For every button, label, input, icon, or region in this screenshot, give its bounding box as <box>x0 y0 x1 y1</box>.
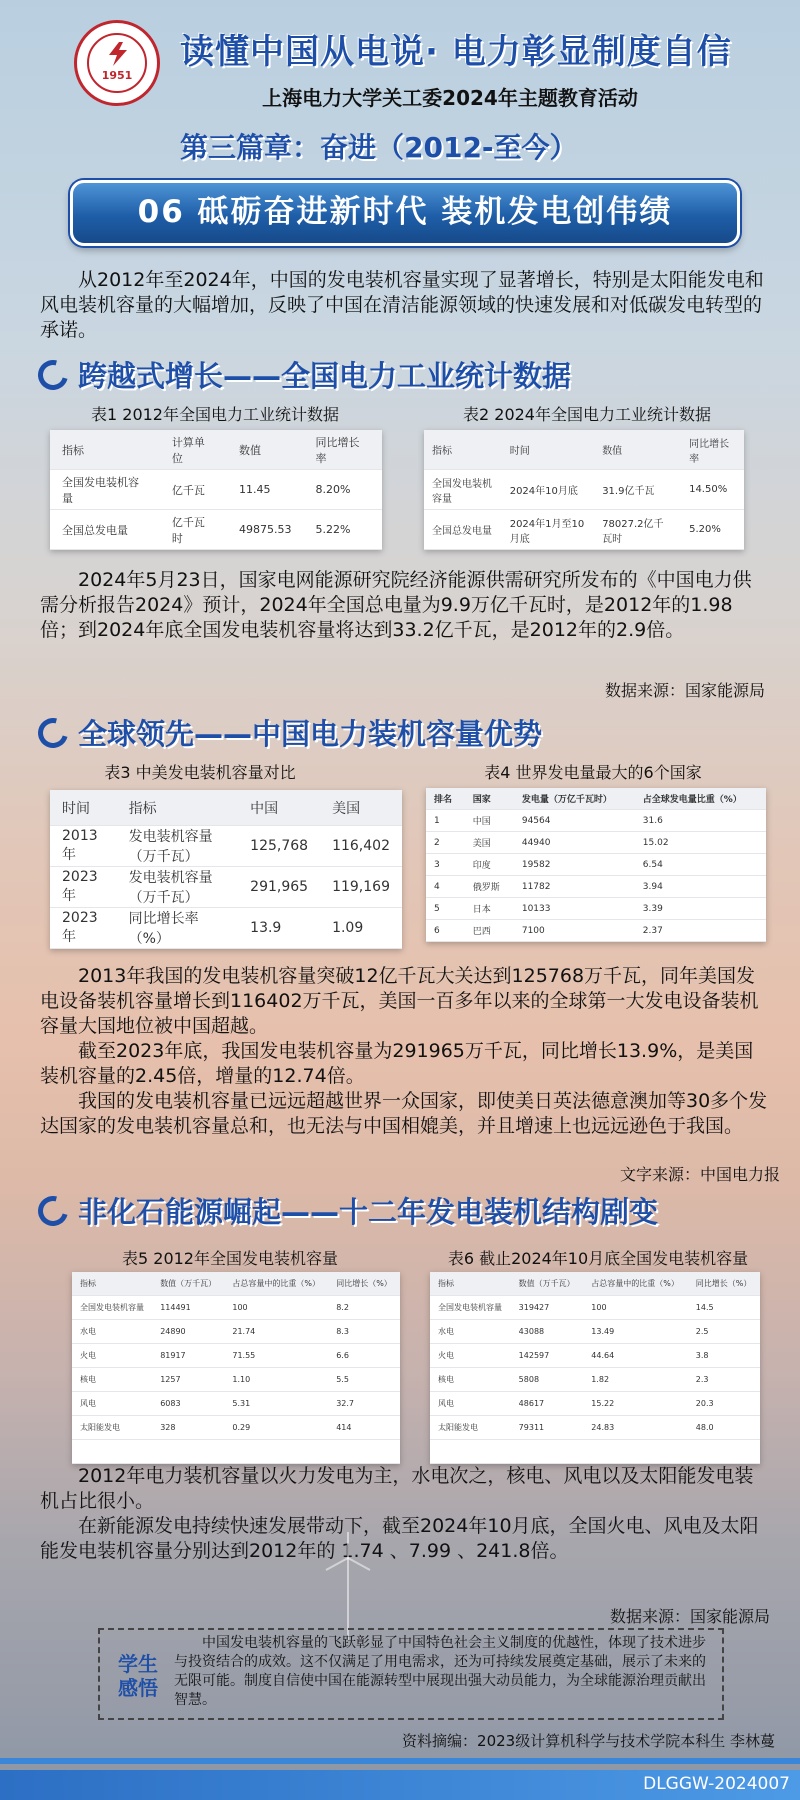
table-row: 2 美国 44940 15.02 <box>426 832 766 854</box>
table-row: 4 俄罗斯 11782 3.94 <box>426 876 766 898</box>
table5 <box>72 1272 400 1464</box>
table-row: 6 巴西 7100 2.37 <box>426 920 766 942</box>
table-row: 全国总发电量 2024年1月至10月底 78027.2亿千瓦时 5.20% <box>424 510 744 550</box>
section2-paragraphs: 2013年我国的发电装机容量突破12亿千瓦大关达到125768万千瓦，同年美国发电设备装机容量增长到116402万千瓦，美国一百多年以来的全球第一大发电设备装机容量大国地位被中国超越。 截至2023年底，我国发电装机容量为291965万千瓦，同比增长13.9%，是美国装机容量的2.45倍，增量的12.74倍。 我国的发电装机容量已远远超越世界一众国家，即使美日英法德意澳加等30多个发达国家的发电装机容量总和，也无法与中国相媲美，并且增速上也远远逊色于我国。 <box>40 965 768 1137</box>
section2-title: 全球领先——中国电力装机容量优势 <box>78 717 543 751</box>
table-row: 3 印度 19582 6.54 <box>426 854 766 876</box>
section3-paragraphs: 2012年电力装机容量以火力发电为主，水电次之，核电、风电以及太阳能发电装机占比很小。 在新能源发电持续快速发展带动下，截至2024年10月底，全国火电、风电及太阳能发电装机容量分别达到2012年的 1.74 、7.99 、241.8倍。 <box>40 1465 759 1562</box>
table-header-row: 指标 时间 数值 同比增长率 <box>424 430 744 470</box>
lightning-icon <box>99 41 137 67</box>
table-header-row: 指标 数值（万千瓦） 占总容量中的比重（%） 同比增长（%） <box>430 1272 760 1296</box>
table-row: 1 中国 94564 31.6 <box>426 810 766 832</box>
section1-paragraph: 2024年5月23日，国家电网能源研究院经济能源供需研究所发布的《中国电力供需分析报告2024》预计，2024年全国总电量为9.9万亿千瓦时，是2012年的1.98倍；到2024年底全国发电装机容量将达到33.2亿千瓦，是2012年的2.9倍。 <box>40 569 752 641</box>
section1-title: 跨越式增长——全国电力工业统计数据 <box>78 359 572 393</box>
document-code: DLGGW-2024007 <box>643 1774 790 1794</box>
table-row: 5 日本 10133 3.39 <box>426 898 766 920</box>
table-header-row: 排名 国家 发电量（万亿千瓦时） 占全球发电量比重（%） <box>426 788 766 810</box>
table-row: 风电 48617 15.22 20.3 <box>430 1392 760 1416</box>
table-row: 全国发电装机容量 亿千瓦 11.45 8.20% <box>50 470 382 510</box>
table-row: 水电 24890 21.74 8.3 <box>72 1320 400 1344</box>
table-row: 全国发电装机容量 114491 100 8.2 <box>72 1296 400 1320</box>
table-row: 风电 6083 5.31 32.7 <box>72 1392 400 1416</box>
table4 <box>426 788 766 942</box>
ring-icon <box>33 713 74 754</box>
table-row: 2023年 同比增长率（%） 13.9 1.09 <box>50 908 402 949</box>
table-header-row: 指标 计算单位 数值 同比增长率 <box>50 430 382 470</box>
table-row: 全国总发电量 亿千瓦时 49875.53 5.22% <box>50 510 382 550</box>
table-row: 火电 81917 71.55 6.6 <box>72 1344 400 1368</box>
table4-caption: 表4 世界发电量最大的6个国家 <box>484 763 702 782</box>
section2-heading <box>38 712 778 752</box>
section3-heading <box>38 1190 778 1230</box>
table-row <box>430 1440 760 1464</box>
table1-caption: 表1 2012年全国电力工业统计数据 <box>91 405 339 424</box>
table3 <box>50 790 402 949</box>
table6-caption: 表6 截止2024年10月底全国发电装机容量 <box>447 1249 749 1268</box>
university-logo <box>74 20 160 106</box>
table2-caption: 表2 2024年全国电力工业统计数据 <box>463 405 711 424</box>
main-title: 读懂中国从电说· 电力彰显制度自信 <box>180 32 732 72</box>
student-reflection-box <box>98 1628 724 1720</box>
logo-year: 1951 <box>101 69 133 82</box>
table-row: 全国发电装机容量 2024年10月底 31.9亿千瓦 14.50% <box>424 470 744 510</box>
ring-icon <box>33 355 74 396</box>
chapter-title: 第三篇章：奋进（2012-至今） <box>180 131 578 164</box>
table-header-row: 指标 数值（万千瓦） 占总容量中的比重（%） 同比增长（%） <box>72 1272 400 1296</box>
footer-divider <box>0 1758 800 1764</box>
table-row: 全国发电装机容量 319427 100 14.5 <box>430 1296 760 1320</box>
section1-source: 数据来源：国家能源局 <box>604 681 765 700</box>
table-row: 核电 5808 1.82 2.3 <box>430 1368 760 1392</box>
intro-paragraph: 从2012年至2024年，中国的发电装机容量实现了显著增长，特别是太阳能发电和风电装机容量的大幅增加，反映了中国在清洁能源领域的快速发展和对低碳发电转型的承诺。 <box>40 269 764 341</box>
ring-icon <box>33 1191 74 1232</box>
section1-heading <box>38 354 778 394</box>
table-header-row: 时间 指标 中国 美国 <box>50 790 402 826</box>
table-row: 太阳能发电 328 0.29 414 <box>72 1416 400 1440</box>
wind-turbine-icon <box>318 1530 378 1640</box>
table-row <box>72 1440 400 1464</box>
section2-source: 文字来源：中国电力报 <box>619 1165 780 1184</box>
table5-caption: 表5 2012年全国发电装机容量 <box>122 1249 338 1268</box>
section3-source: 数据来源：国家能源局 <box>609 1607 770 1626</box>
reflection-label: 学生感悟 <box>118 1652 158 1700</box>
table-row: 2013年 发电装机容量（万千瓦） 125,768 116,402 <box>50 826 402 867</box>
table-row: 2023年 发电装机容量（万千瓦） 291,965 119,169 <box>50 867 402 908</box>
table3-caption: 表3 中美发电装机容量对比 <box>104 763 296 782</box>
section-banner: 06 砥砺奋进新时代 装机发电创伟绩 <box>70 180 740 246</box>
subtitle: 上海电力大学关工委2024年主题教育活动 <box>262 86 638 110</box>
table2 <box>424 430 744 550</box>
table-row: 火电 142597 44.64 3.8 <box>430 1344 760 1368</box>
table6 <box>430 1272 760 1464</box>
section3-title: 非化石能源崛起——十二年发电装机结构剧变 <box>78 1195 659 1229</box>
editor-credit: 资料摘编：2023级计算机科学与技术学院本科生 李林蔓 <box>402 1732 775 1750</box>
table-row: 太阳能发电 79311 24.83 48.0 <box>430 1416 760 1440</box>
table-row: 核电 1257 1.10 5.5 <box>72 1368 400 1392</box>
table-row: 水电 43088 13.49 2.5 <box>430 1320 760 1344</box>
reflection-text: 中国发电装机容量的飞跃彰显了中国特色社会主义制度的优越性，体现了技术进步与投资结合的成效。这不仅满足了用电需求，还为可持续发展奠定基础，展示了未来的无限可能。制度自信使中国在能源转型中展现出强大动员能力，为全球能源治理贡献出智慧。 <box>174 1635 706 1708</box>
table1 <box>50 430 382 550</box>
